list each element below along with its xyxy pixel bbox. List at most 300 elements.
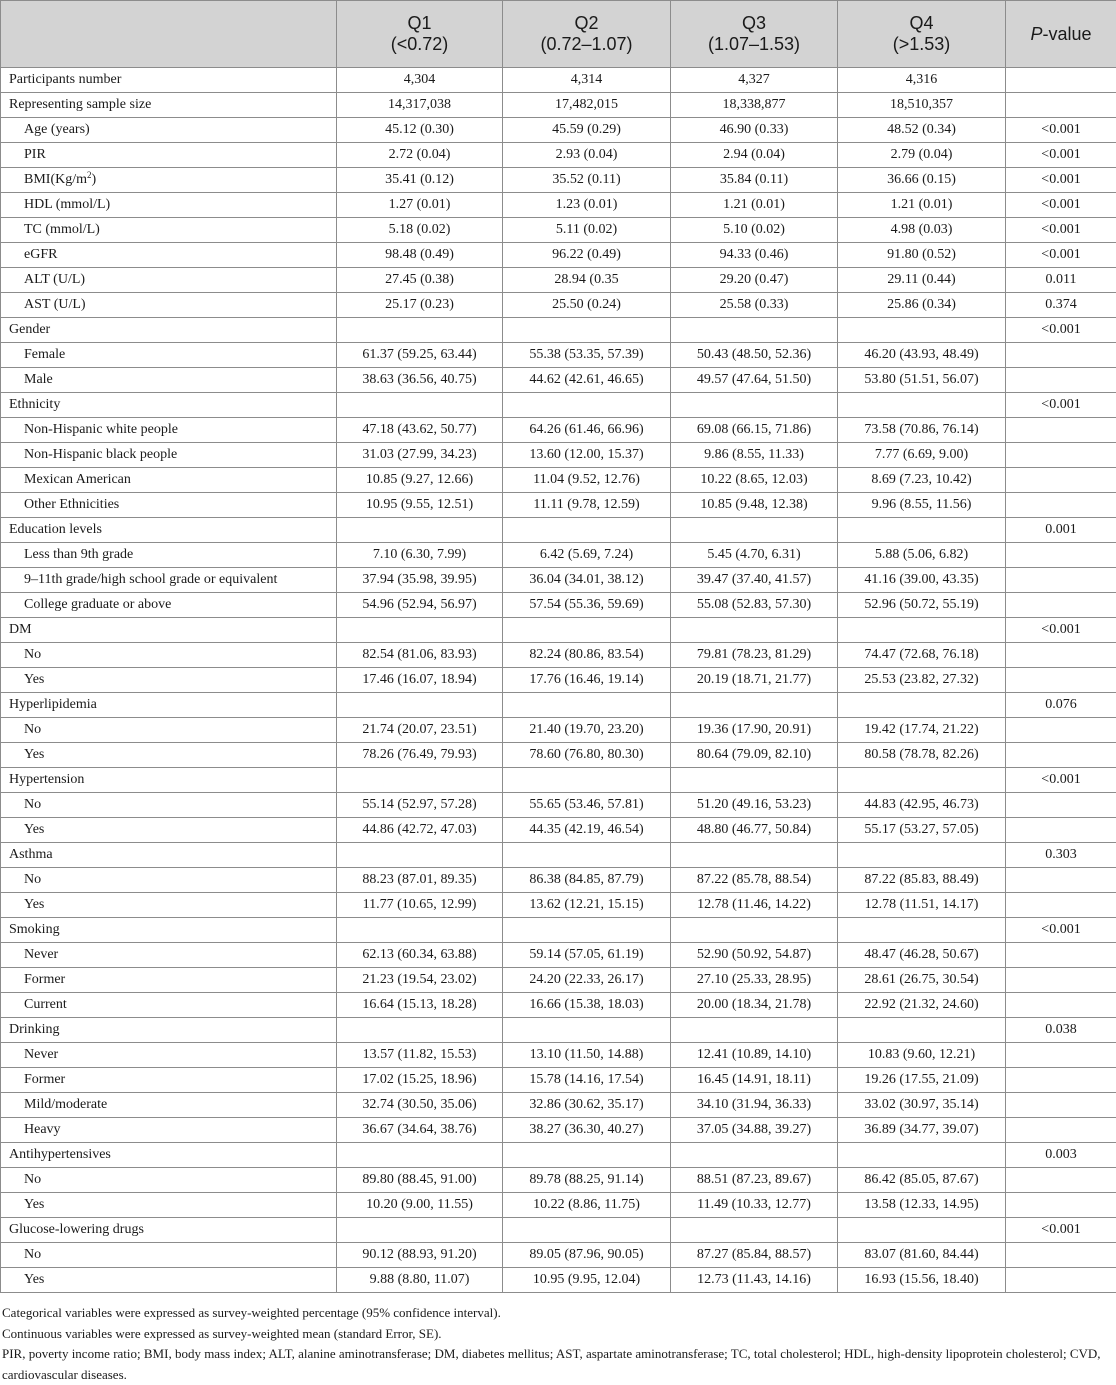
q1-cell bbox=[337, 1018, 503, 1043]
q3-cell: 9.86 (8.55, 11.33) bbox=[671, 443, 838, 468]
q3-cell: 51.20 (49.16, 53.23) bbox=[671, 793, 838, 818]
row-label-text: BMI(Kg/m bbox=[24, 172, 87, 187]
q2-cell bbox=[503, 1218, 671, 1243]
q1-cell: 37.94 (35.98, 39.95) bbox=[337, 568, 503, 593]
header-q2-range: (0.72–1.07) bbox=[503, 34, 670, 55]
row-label-text: Drinking bbox=[9, 1022, 60, 1037]
pvalue-cell bbox=[1006, 943, 1116, 968]
q4-cell: 48.47 (46.28, 50.67) bbox=[838, 943, 1006, 968]
row-label-text: HDL (mmol/L) bbox=[24, 197, 110, 212]
table-row bbox=[1, 343, 1116, 368]
row-label bbox=[1, 1218, 337, 1243]
q1-cell: 45.12 (0.30) bbox=[337, 118, 503, 143]
pvalue-cell bbox=[1006, 1118, 1116, 1143]
q2-cell: 78.60 (76.80, 80.30) bbox=[503, 743, 671, 768]
q1-cell: 14,317,038 bbox=[337, 93, 503, 118]
q2-cell: 59.14 (57.05, 61.19) bbox=[503, 943, 671, 968]
q2-cell bbox=[503, 1018, 671, 1043]
q1-cell: 47.18 (43.62, 50.77) bbox=[337, 418, 503, 443]
row-label-text: Participants number bbox=[9, 72, 121, 87]
row-label bbox=[1, 1143, 337, 1168]
q2-cell: 4,314 bbox=[503, 68, 671, 93]
q4-cell: 4,316 bbox=[838, 68, 1006, 93]
q1-cell: 90.12 (88.93, 91.20) bbox=[337, 1243, 503, 1268]
q1-cell: 10.95 (9.55, 12.51) bbox=[337, 493, 503, 518]
q3-cell: 1.21 (0.01) bbox=[671, 193, 838, 218]
row-label bbox=[1, 1193, 337, 1218]
q2-cell: 35.52 (0.11) bbox=[503, 168, 671, 193]
q1-cell: 61.37 (59.25, 63.44) bbox=[337, 343, 503, 368]
row-label-text: Never bbox=[24, 1047, 58, 1062]
q4-cell: 91.80 (0.52) bbox=[838, 243, 1006, 268]
pvalue-cell bbox=[1006, 568, 1116, 593]
q3-cell: 79.81 (78.23, 81.29) bbox=[671, 643, 838, 668]
row-label-text: 9–11th grade/high school grade or equivalent bbox=[24, 572, 277, 587]
row-label-text: Male bbox=[24, 372, 53, 387]
q3-cell: 27.10 (25.33, 28.95) bbox=[671, 968, 838, 993]
header-corner-cell bbox=[1, 1, 337, 68]
q3-cell: 25.58 (0.33) bbox=[671, 293, 838, 318]
q4-cell: 46.20 (43.93, 48.49) bbox=[838, 343, 1006, 368]
table-body bbox=[1, 68, 1116, 1293]
q3-cell: 69.08 (66.15, 71.86) bbox=[671, 418, 838, 443]
pvalue-cell: 0.303 bbox=[1006, 843, 1116, 868]
q1-cell: 10.85 (9.27, 12.66) bbox=[337, 468, 503, 493]
pvalue-cell bbox=[1006, 793, 1116, 818]
header-q4-range: (>1.53) bbox=[838, 34, 1005, 55]
q4-cell: 86.42 (85.05, 87.67) bbox=[838, 1168, 1006, 1193]
q1-cell: 88.23 (87.01, 89.35) bbox=[337, 868, 503, 893]
q3-cell bbox=[671, 1143, 838, 1168]
pvalue-cell bbox=[1006, 1068, 1116, 1093]
pvalue-cell bbox=[1006, 743, 1116, 768]
q1-cell: 25.17 (0.23) bbox=[337, 293, 503, 318]
pvalue-cell bbox=[1006, 1268, 1116, 1293]
pvalue-cell: <0.001 bbox=[1006, 168, 1116, 193]
pvalue-cell: 0.038 bbox=[1006, 1018, 1116, 1043]
row-label-text: PIR bbox=[24, 147, 46, 162]
q4-cell: 18,510,357 bbox=[838, 93, 1006, 118]
row-label bbox=[1, 443, 337, 468]
q3-cell bbox=[671, 693, 838, 718]
footnote-abbreviations: PIR, poverty income ratio; BMI, body mass index; ALT, alanine aminotransferase; DM, diabetes mellitus; AST, aspartate aminotransferase; TC, total cholesterol; HDL, high-density lipoprotein cholesterol; CVD, cardiovascular diseases. bbox=[2, 1344, 1114, 1385]
q4-cell: 13.58 (12.33, 14.95) bbox=[838, 1193, 1006, 1218]
row-label-text: Never bbox=[24, 947, 58, 962]
pvalue-cell bbox=[1006, 818, 1116, 843]
q1-cell: 78.26 (76.49, 79.93) bbox=[337, 743, 503, 768]
table-row bbox=[1, 243, 1116, 268]
table-row bbox=[1, 1218, 1116, 1243]
pvalue-cell: <0.001 bbox=[1006, 768, 1116, 793]
q2-cell: 36.04 (34.01, 38.12) bbox=[503, 568, 671, 593]
row-label bbox=[1, 493, 337, 518]
q1-cell: 5.18 (0.02) bbox=[337, 218, 503, 243]
row-label bbox=[1, 393, 337, 418]
q1-cell: 13.57 (11.82, 15.53) bbox=[337, 1043, 503, 1068]
q1-cell bbox=[337, 618, 503, 643]
q1-cell: 31.03 (27.99, 34.23) bbox=[337, 443, 503, 468]
q2-cell: 57.54 (55.36, 59.69) bbox=[503, 593, 671, 618]
row-label bbox=[1, 668, 337, 693]
q2-cell: 13.60 (12.00, 15.37) bbox=[503, 443, 671, 468]
table-row bbox=[1, 468, 1116, 493]
table-row bbox=[1, 968, 1116, 993]
row-label bbox=[1, 943, 337, 968]
q4-cell: 53.80 (51.51, 56.07) bbox=[838, 368, 1006, 393]
row-label bbox=[1, 818, 337, 843]
q1-cell: 36.67 (34.64, 38.76) bbox=[337, 1118, 503, 1143]
table-row bbox=[1, 318, 1116, 343]
q1-cell: 98.48 (0.49) bbox=[337, 243, 503, 268]
row-label-text: Yes bbox=[24, 897, 44, 912]
pvalue-cell: <0.001 bbox=[1006, 218, 1116, 243]
q3-cell: 11.49 (10.33, 12.77) bbox=[671, 1193, 838, 1218]
q4-cell: 8.69 (7.23, 10.42) bbox=[838, 468, 1006, 493]
q2-cell: 55.38 (53.35, 57.39) bbox=[503, 343, 671, 368]
table-row bbox=[1, 1093, 1116, 1118]
pvalue-cell bbox=[1006, 893, 1116, 918]
table-row bbox=[1, 718, 1116, 743]
pvalue-cell bbox=[1006, 1168, 1116, 1193]
table-row bbox=[1, 543, 1116, 568]
q3-cell bbox=[671, 768, 838, 793]
q3-cell: 18,338,877 bbox=[671, 93, 838, 118]
q4-cell: 41.16 (39.00, 43.35) bbox=[838, 568, 1006, 593]
table-row bbox=[1, 418, 1116, 443]
header-q2 bbox=[503, 1, 671, 68]
row-label bbox=[1, 243, 337, 268]
pvalue-cell: <0.001 bbox=[1006, 118, 1116, 143]
table-row bbox=[1, 443, 1116, 468]
q1-cell bbox=[337, 693, 503, 718]
row-label bbox=[1, 268, 337, 293]
q4-cell bbox=[838, 1218, 1006, 1243]
q4-cell: 25.86 (0.34) bbox=[838, 293, 1006, 318]
row-label-text: No bbox=[24, 1247, 41, 1262]
q2-cell bbox=[503, 393, 671, 418]
q2-cell bbox=[503, 843, 671, 868]
q1-cell bbox=[337, 843, 503, 868]
q2-cell: 10.22 (8.86, 11.75) bbox=[503, 1193, 671, 1218]
row-label bbox=[1, 1018, 337, 1043]
q2-cell: 28.94 (0.35 bbox=[503, 268, 671, 293]
q1-cell: 4,304 bbox=[337, 68, 503, 93]
header-pvalue bbox=[1006, 1, 1116, 68]
table-row bbox=[1, 518, 1116, 543]
row-label-text: Gender bbox=[9, 322, 50, 337]
table-row bbox=[1, 893, 1116, 918]
q4-cell: 83.07 (81.60, 84.44) bbox=[838, 1243, 1006, 1268]
header-q1 bbox=[337, 1, 503, 68]
q2-cell: 25.50 (0.24) bbox=[503, 293, 671, 318]
q4-cell: 12.78 (11.51, 14.17) bbox=[838, 893, 1006, 918]
q1-cell: 17.02 (15.25, 18.96) bbox=[337, 1068, 503, 1093]
q2-cell: 44.35 (42.19, 46.54) bbox=[503, 818, 671, 843]
pvalue-cell bbox=[1006, 993, 1116, 1018]
row-label bbox=[1, 1093, 337, 1118]
pvalue-cell bbox=[1006, 1093, 1116, 1118]
q4-cell: 73.58 (70.86, 76.14) bbox=[838, 418, 1006, 443]
q4-cell: 22.92 (21.32, 24.60) bbox=[838, 993, 1006, 1018]
q4-cell: 9.96 (8.55, 11.56) bbox=[838, 493, 1006, 518]
q4-cell bbox=[838, 1018, 1006, 1043]
q4-cell: 16.93 (15.56, 18.40) bbox=[838, 1268, 1006, 1293]
row-label-superscript: 2 bbox=[87, 170, 92, 180]
footnote-categorical: Categorical variables were expressed as survey-weighted percentage (95% confidence interval). bbox=[2, 1303, 1114, 1324]
row-label-text: Hypertension bbox=[9, 772, 84, 787]
row-label-text: Former bbox=[24, 972, 65, 987]
q3-cell: 39.47 (37.40, 41.57) bbox=[671, 568, 838, 593]
row-label bbox=[1, 718, 337, 743]
q2-cell: 32.86 (30.62, 35.17) bbox=[503, 1093, 671, 1118]
q1-cell: 44.86 (42.72, 47.03) bbox=[337, 818, 503, 843]
q2-cell bbox=[503, 693, 671, 718]
q4-cell: 1.21 (0.01) bbox=[838, 193, 1006, 218]
table-row bbox=[1, 1018, 1116, 1043]
q1-cell: 7.10 (6.30, 7.99) bbox=[337, 543, 503, 568]
q4-cell bbox=[838, 518, 1006, 543]
row-label-text: Asthma bbox=[9, 847, 53, 862]
table-row bbox=[1, 1268, 1116, 1293]
row-label-text: Non-Hispanic white people bbox=[24, 422, 178, 437]
q1-cell bbox=[337, 918, 503, 943]
row-label bbox=[1, 768, 337, 793]
q3-cell: 52.90 (50.92, 54.87) bbox=[671, 943, 838, 968]
row-label bbox=[1, 568, 337, 593]
row-label bbox=[1, 643, 337, 668]
row-label-text: AST (U/L) bbox=[24, 297, 86, 312]
row-label bbox=[1, 193, 337, 218]
q2-cell: 86.38 (84.85, 87.79) bbox=[503, 868, 671, 893]
q1-cell bbox=[337, 768, 503, 793]
q2-cell: 11.11 (9.78, 12.59) bbox=[503, 493, 671, 518]
row-label bbox=[1, 68, 337, 93]
pvalue-cell bbox=[1006, 968, 1116, 993]
row-label bbox=[1, 143, 337, 168]
q3-cell bbox=[671, 393, 838, 418]
row-label bbox=[1, 868, 337, 893]
row-label bbox=[1, 218, 337, 243]
q1-cell: 1.27 (0.01) bbox=[337, 193, 503, 218]
row-label bbox=[1, 918, 337, 943]
pvalue-cell bbox=[1006, 643, 1116, 668]
row-label-text: No bbox=[24, 722, 41, 737]
q4-cell bbox=[838, 618, 1006, 643]
row-label-text: Representing sample size bbox=[9, 97, 151, 112]
q3-cell: 87.27 (85.84, 88.57) bbox=[671, 1243, 838, 1268]
table-row bbox=[1, 393, 1116, 418]
q1-cell: 32.74 (30.50, 35.06) bbox=[337, 1093, 503, 1118]
q4-cell bbox=[838, 318, 1006, 343]
q3-cell: 12.73 (11.43, 14.16) bbox=[671, 1268, 838, 1293]
row-label bbox=[1, 368, 337, 393]
q2-cell: 13.62 (12.21, 15.15) bbox=[503, 893, 671, 918]
q1-cell: 16.64 (15.13, 18.28) bbox=[337, 993, 503, 1018]
table-row bbox=[1, 568, 1116, 593]
q3-cell: 10.22 (8.65, 12.03) bbox=[671, 468, 838, 493]
pvalue-cell: <0.001 bbox=[1006, 243, 1116, 268]
q3-cell bbox=[671, 1218, 838, 1243]
row-label bbox=[1, 418, 337, 443]
pvalue-cell bbox=[1006, 68, 1116, 93]
q3-cell: 20.00 (18.34, 21.78) bbox=[671, 993, 838, 1018]
pvalue-cell: 0.001 bbox=[1006, 518, 1116, 543]
row-label bbox=[1, 743, 337, 768]
pvalue-cell bbox=[1006, 593, 1116, 618]
table-row bbox=[1, 143, 1116, 168]
pvalue-cell: 0.374 bbox=[1006, 293, 1116, 318]
pvalue-cell: <0.001 bbox=[1006, 918, 1116, 943]
header-q3 bbox=[671, 1, 838, 68]
header-q3-name: Q3 bbox=[671, 13, 837, 34]
q2-cell bbox=[503, 768, 671, 793]
q4-cell: 87.22 (85.83, 88.49) bbox=[838, 868, 1006, 893]
row-label-text: eGFR bbox=[24, 247, 57, 262]
q2-cell: 24.20 (22.33, 26.17) bbox=[503, 968, 671, 993]
q3-cell: 10.85 (9.48, 12.38) bbox=[671, 493, 838, 518]
table-row bbox=[1, 943, 1116, 968]
pvalue-cell: <0.001 bbox=[1006, 1218, 1116, 1243]
pvalue-cell: 0.011 bbox=[1006, 268, 1116, 293]
q2-cell bbox=[503, 618, 671, 643]
q2-cell bbox=[503, 918, 671, 943]
table-row bbox=[1, 743, 1116, 768]
q2-cell: 21.40 (19.70, 23.20) bbox=[503, 718, 671, 743]
pvalue-cell: <0.001 bbox=[1006, 618, 1116, 643]
header-pvalue-p: P bbox=[1030, 24, 1042, 44]
q1-cell: 89.80 (88.45, 91.00) bbox=[337, 1168, 503, 1193]
row-label bbox=[1, 693, 337, 718]
table-row bbox=[1, 268, 1116, 293]
q4-cell: 44.83 (42.95, 46.73) bbox=[838, 793, 1006, 818]
table-row bbox=[1, 918, 1116, 943]
q2-cell: 82.24 (80.86, 83.54) bbox=[503, 643, 671, 668]
table-row bbox=[1, 1143, 1116, 1168]
row-label bbox=[1, 318, 337, 343]
pvalue-cell bbox=[1006, 443, 1116, 468]
row-label bbox=[1, 468, 337, 493]
row-label-text: No bbox=[24, 797, 41, 812]
q4-cell bbox=[838, 1143, 1006, 1168]
q2-cell: 64.26 (61.46, 66.96) bbox=[503, 418, 671, 443]
row-label-text: Female bbox=[24, 347, 65, 362]
table-row bbox=[1, 118, 1116, 143]
q1-cell: 21.23 (19.54, 23.02) bbox=[337, 968, 503, 993]
q3-cell: 29.20 (0.47) bbox=[671, 268, 838, 293]
pvalue-cell: <0.001 bbox=[1006, 393, 1116, 418]
q3-cell: 55.08 (52.83, 57.30) bbox=[671, 593, 838, 618]
row-label-text: Age (years) bbox=[24, 122, 90, 137]
q2-cell: 1.23 (0.01) bbox=[503, 193, 671, 218]
q2-cell bbox=[503, 318, 671, 343]
row-label-text: Mild/moderate bbox=[24, 1097, 107, 1112]
table-footnotes bbox=[0, 1293, 1116, 1385]
row-label-suffix: ) bbox=[92, 172, 97, 187]
q2-cell bbox=[503, 1143, 671, 1168]
q1-cell bbox=[337, 393, 503, 418]
q2-cell: 45.59 (0.29) bbox=[503, 118, 671, 143]
header-q2-name: Q2 bbox=[503, 13, 670, 34]
table-row bbox=[1, 1043, 1116, 1068]
q3-cell: 35.84 (0.11) bbox=[671, 168, 838, 193]
q3-cell: 46.90 (0.33) bbox=[671, 118, 838, 143]
q1-cell bbox=[337, 1218, 503, 1243]
row-label bbox=[1, 618, 337, 643]
pvalue-cell bbox=[1006, 493, 1116, 518]
row-label-text: No bbox=[24, 647, 41, 662]
q1-cell: 38.63 (36.56, 40.75) bbox=[337, 368, 503, 393]
pvalue-cell: 0.076 bbox=[1006, 693, 1116, 718]
pvalue-cell bbox=[1006, 343, 1116, 368]
q1-cell: 9.88 (8.80, 11.07) bbox=[337, 1268, 503, 1293]
row-label bbox=[1, 843, 337, 868]
footnote-continuous: Continuous variables were expressed as survey-weighted mean (standard Error, SE). bbox=[2, 1324, 1114, 1345]
q3-cell bbox=[671, 1018, 838, 1043]
row-label-text: Ethnicity bbox=[9, 397, 60, 412]
row-label bbox=[1, 543, 337, 568]
row-label-text: College graduate or above bbox=[24, 597, 171, 612]
q3-cell bbox=[671, 318, 838, 343]
q1-cell: 54.96 (52.94, 56.97) bbox=[337, 593, 503, 618]
q3-cell: 49.57 (47.64, 51.50) bbox=[671, 368, 838, 393]
q3-cell: 88.51 (87.23, 89.67) bbox=[671, 1168, 838, 1193]
q4-cell bbox=[838, 693, 1006, 718]
table-row bbox=[1, 218, 1116, 243]
q1-cell: 10.20 (9.00, 11.55) bbox=[337, 1193, 503, 1218]
q4-cell bbox=[838, 843, 1006, 868]
q1-cell: 27.45 (0.38) bbox=[337, 268, 503, 293]
row-label bbox=[1, 793, 337, 818]
table-header bbox=[1, 1, 1116, 68]
pvalue-cell bbox=[1006, 668, 1116, 693]
q3-cell bbox=[671, 843, 838, 868]
row-label-text: Education levels bbox=[9, 522, 102, 537]
q4-cell: 25.53 (23.82, 27.32) bbox=[838, 668, 1006, 693]
header-q4 bbox=[838, 1, 1006, 68]
q4-cell: 5.88 (5.06, 6.82) bbox=[838, 543, 1006, 568]
row-label bbox=[1, 593, 337, 618]
row-label bbox=[1, 343, 337, 368]
q1-cell: 62.13 (60.34, 63.88) bbox=[337, 943, 503, 968]
q4-cell: 55.17 (53.27, 57.05) bbox=[838, 818, 1006, 843]
table-row bbox=[1, 768, 1116, 793]
q4-cell: 33.02 (30.97, 35.14) bbox=[838, 1093, 1006, 1118]
header-pvalue-suffix: -value bbox=[1042, 24, 1091, 44]
table-row bbox=[1, 868, 1116, 893]
row-label-text: Yes bbox=[24, 1272, 44, 1287]
row-label bbox=[1, 168, 337, 193]
row-label-text: Former bbox=[24, 1072, 65, 1087]
table-row bbox=[1, 1193, 1116, 1218]
table-row bbox=[1, 993, 1116, 1018]
table-row bbox=[1, 843, 1116, 868]
q3-cell: 80.64 (79.09, 82.10) bbox=[671, 743, 838, 768]
header-row bbox=[1, 1, 1116, 68]
header-q4-name: Q4 bbox=[838, 13, 1005, 34]
q3-cell: 19.36 (17.90, 20.91) bbox=[671, 718, 838, 743]
header-q1-name: Q1 bbox=[337, 13, 502, 34]
q3-cell: 37.05 (34.88, 39.27) bbox=[671, 1118, 838, 1143]
q2-cell: 2.93 (0.04) bbox=[503, 143, 671, 168]
pvalue-cell bbox=[1006, 368, 1116, 393]
table-row bbox=[1, 593, 1116, 618]
table-row bbox=[1, 68, 1116, 93]
q2-cell: 17,482,015 bbox=[503, 93, 671, 118]
q3-cell bbox=[671, 518, 838, 543]
table-row bbox=[1, 1243, 1116, 1268]
row-label bbox=[1, 993, 337, 1018]
row-label-text: Current bbox=[24, 997, 67, 1012]
